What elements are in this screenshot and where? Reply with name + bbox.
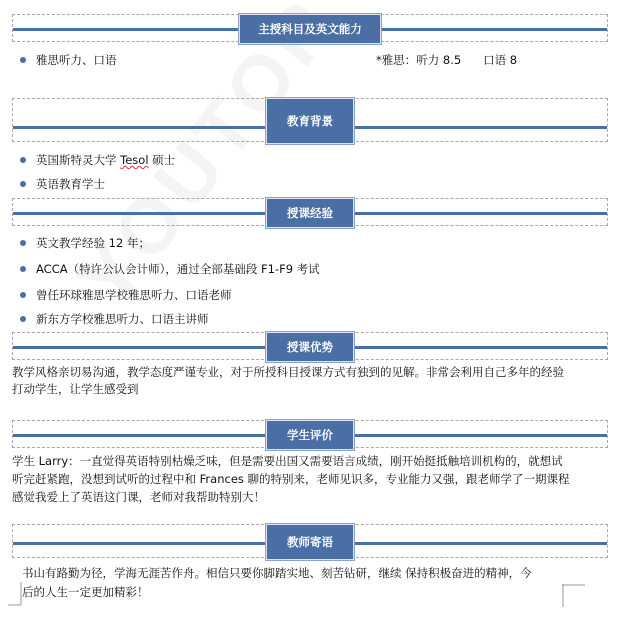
corner-mark-left — [8, 582, 22, 606]
education-item-2: 英语教育学士 — [20, 176, 105, 192]
bullet-icon — [20, 316, 26, 322]
section-title-education: 教育背景 — [266, 98, 354, 144]
experience-item-1: 英文教学经验 12 年； — [20, 235, 150, 251]
section-header-experience — [12, 198, 608, 226]
bullet-icon — [20, 157, 26, 163]
section-header-subjects — [12, 14, 608, 42]
bullet-icon — [20, 57, 26, 63]
message-text: 书山有路勤为径，学海无涯苦作舟。相信只要你脚踏实地、刻苦钻研，继续 保持积极奋进的精神，今 后的人生一定更加精彩！ — [22, 566, 532, 599]
section-header-message — [12, 524, 608, 558]
section-header-education — [12, 98, 608, 142]
bullet-icon — [20, 266, 26, 272]
bullet-icon — [20, 181, 26, 187]
section-title-experience: 授课经验 — [266, 198, 354, 228]
section-title-strengths: 授课优势 — [266, 332, 354, 362]
section-header-strengths — [12, 332, 608, 360]
corner-mark-right — [562, 584, 586, 608]
review-text: 学生 Larry：一直觉得英语特别枯燥乏味，但是需要出国又需要语言成绩，刚开始挺抵触培训机构的，就想试 听完赶紧跑，没想到试听的过程中和 Frances 聊的特别来，老师见识多，专业能力又强，跟老师学了一期课程 感觉我爱上了英语这门课，老师对我帮助特别大！ — [12, 454, 570, 504]
experience-item-2: ACCA（特许公认会计师），通过全部基础段 F1-F9 考试 — [20, 261, 320, 277]
bullet-icon — [20, 240, 26, 246]
ielts-scores: *雅思：听力 8.5 口语 8 — [376, 53, 518, 67]
bullet-icon — [20, 292, 26, 298]
section-title-subjects: 主授科目及英文能力 — [239, 14, 381, 44]
subject-item: 雅思听力、口语 — [20, 52, 117, 68]
experience-item-4: 新东方学校雅思听力、口语主讲师 — [20, 311, 209, 327]
section-title-message: 教师寄语 — [266, 524, 354, 560]
spellcheck-word: Tesol — [120, 153, 149, 167]
section-title-reviews: 学生评价 — [266, 420, 354, 450]
strengths-text: 教学风格亲切易沟通，教学态度严谨专业，对于所授科目授课方式有独到的见解。非常会利用自己多年的经验 打动学生，让学生感受到 — [12, 365, 564, 396]
education-item-1: 英国斯特灵大学 Tesol 硕士 — [20, 152, 175, 168]
experience-item-3: 曾任环球雅思学校雅思听力、口语老师 — [20, 287, 232, 303]
section-header-reviews — [12, 420, 608, 448]
